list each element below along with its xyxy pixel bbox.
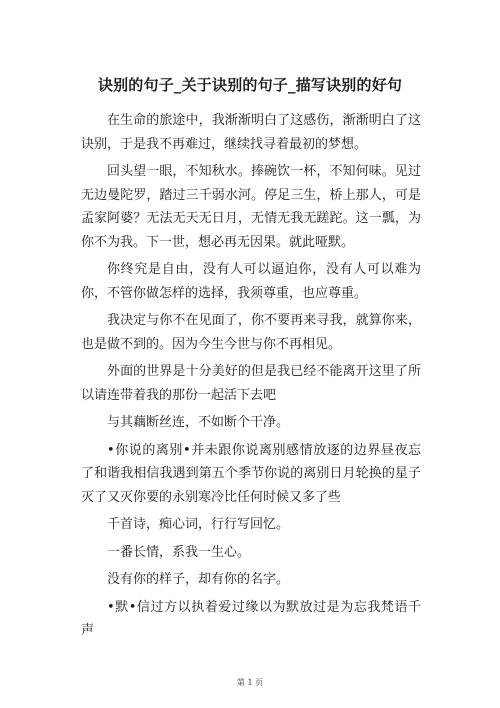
paragraph: •默•信过方以执着爱过缘以为默放过是为忘我梵语千声 (81, 599, 421, 638)
paragraph: •你说的离别•并未跟你说离别感情放逐的边界昼夜忘了和谐我相信我遇到第五个季节你说的离别日月轮换的星子灭了又灭你要的永别寒冷比任何时候又多了些 (81, 442, 421, 505)
paragraph: 千首诗，痴心词，行行写回忆。 (107, 517, 290, 532)
paragraph: 回头望一眼，不知秋水。捧碗饮一杯，不知何味。见过无边曼陀罗，踏过三千弱水河。停足三生，桥上那人，可是孟家阿婆？无法无天无日月，无情无我无蹉跎。这一瓢，为你不为我。下一世，想必再无因果。就此哑默。 (81, 164, 421, 250)
document-title: 诀别的句子_关于诀别的句子_描写诀别的好句 (97, 76, 403, 94)
paragraph: 你终究是自由，没有人可以逼迫你，没有人可以难为你，不管你做怎样的选择，我须尊重，也应尊重。 (81, 262, 421, 301)
document-body (81, 109, 421, 647)
page-number: 第 1 页 (236, 678, 264, 687)
paragraph: 与其藕断丝连，不如断个干净。 (107, 415, 290, 430)
paragraph: 在生命的旅途中，我渐渐明白了这感伤，渐渐明白了这诀别，于是我不再难过，继续找寻着最初的梦想。 (81, 113, 421, 152)
paragraph: 没有你的样子，却有你的名字。 (107, 572, 290, 587)
paragraph: 一番长情，系我一生心。 (107, 544, 251, 560)
paragraph: 我决定与你不在见面了，你不要再来寻我，就算你来，也是做不到的。因为今生今世与你不再相见。 (81, 313, 421, 352)
paragraph: 外面的世界是十分美好的但是我已经不能离开这里了所以请连带着我的那份一起活下去吧 (81, 364, 421, 403)
